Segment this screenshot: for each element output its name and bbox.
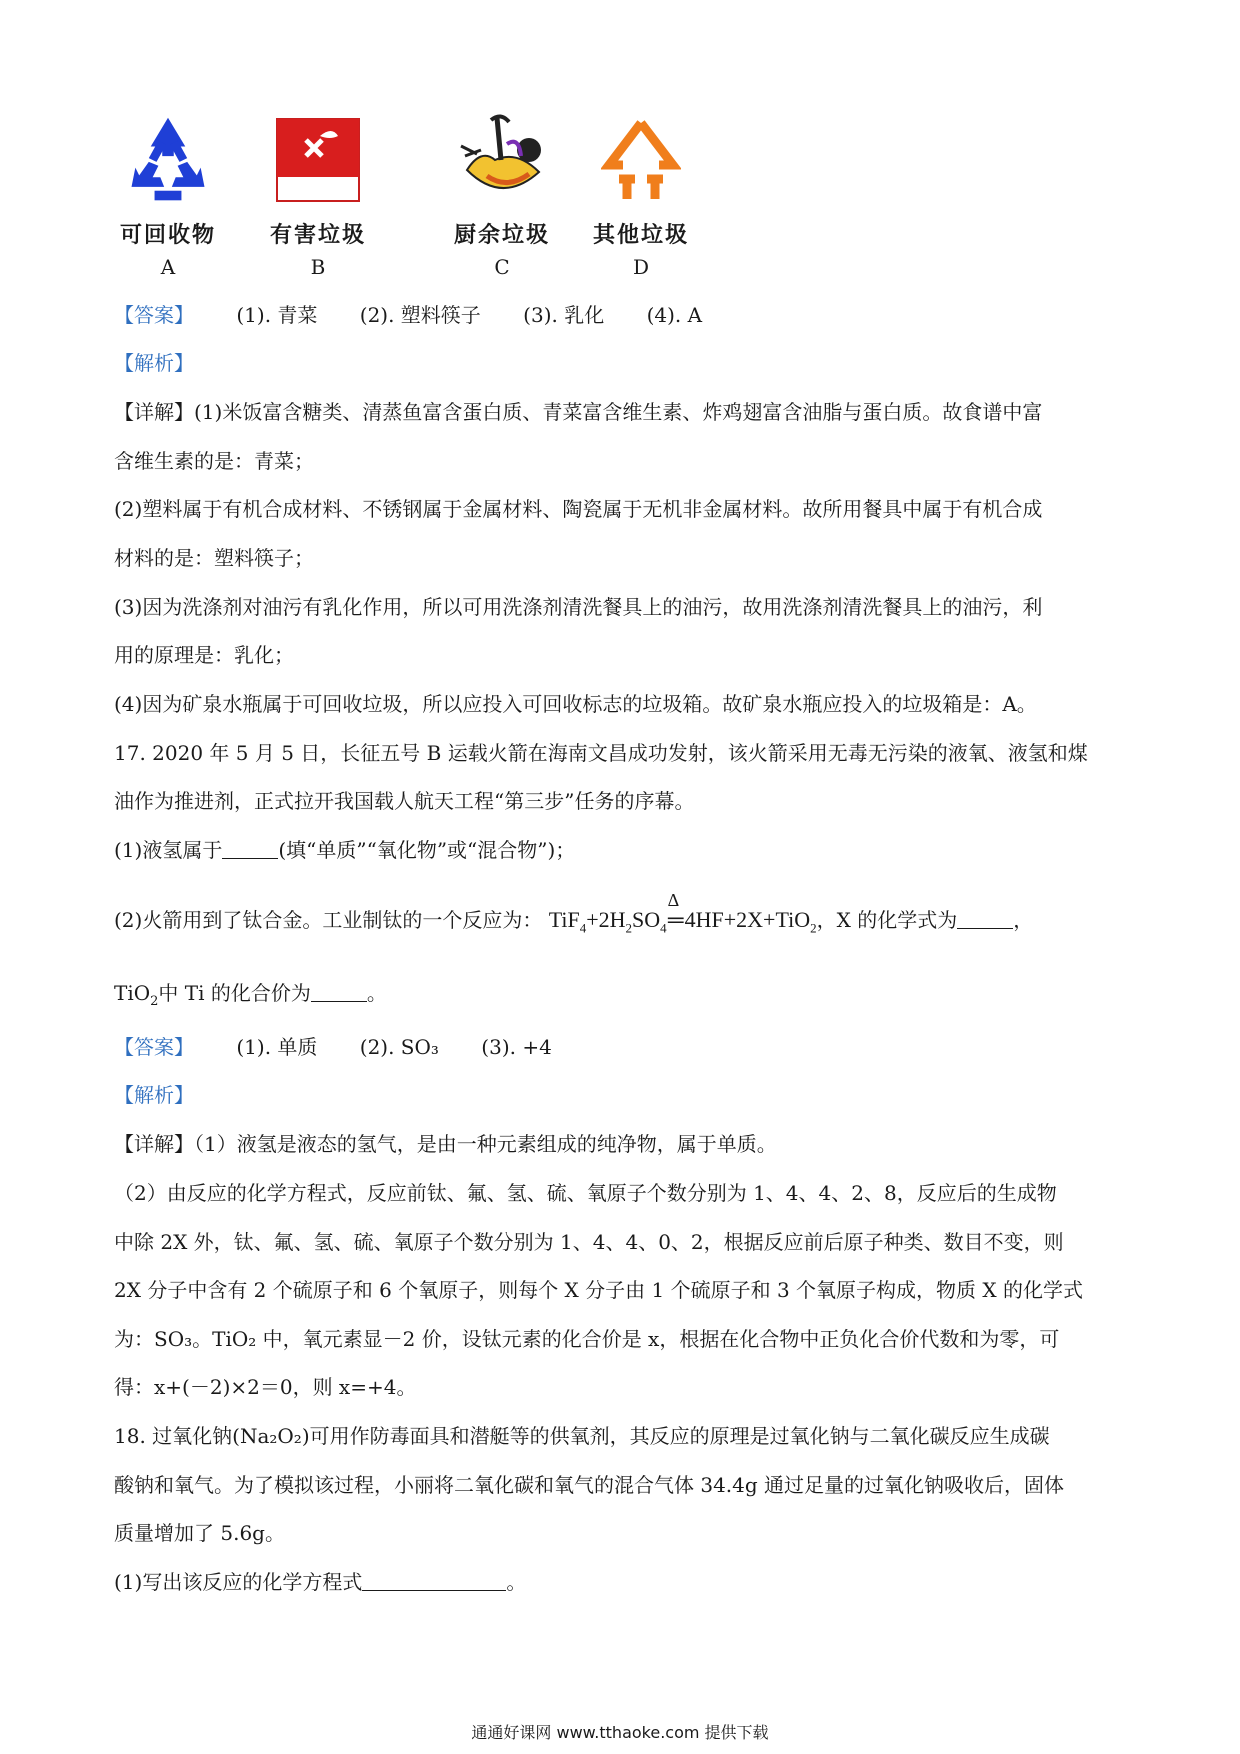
bin-letter: D	[632, 255, 650, 279]
answer-item: (2). 塑料筷子	[359, 303, 481, 327]
answer-item: (3). 乳化	[523, 303, 605, 327]
bin-recyclable	[103, 110, 233, 279]
answer-item: (3). +4	[481, 1035, 552, 1059]
detail-tag: 【详解】	[114, 400, 194, 424]
answer-blank	[222, 840, 278, 859]
detail-text: (1)米饭富含糖类、清蒸鱼富含蛋白质、青菜富含维生素、炸鸡翅富含油脂与蛋白质。故食谱中富	[194, 400, 1043, 424]
q17-detail-line: 中除 2X 外，钛、氟、氢、硫、氧原子个数分别为 1、4、4、0、2，根据反应前后原子种类、数目不变，则	[114, 1230, 1064, 1254]
bin-letter: B	[310, 255, 326, 279]
bin-letter: C	[494, 255, 510, 279]
q17-part2: (2)火箭用到了钛合金。工业制钛的一个反应为： $TiF_4+2H_2SO_4$ Δ ═4HF+2X+TiO$_2$，X 的化学式为 ，	[114, 890, 1034, 936]
answer-blank	[362, 1572, 506, 1591]
bin-letter: A	[160, 255, 176, 279]
q18-stem-line: 质量增加了 5.6g。	[114, 1521, 285, 1545]
q18-stem-line: 18. 过氧化钠(Na₂O₂)可用作防毒面具和潜艇等的供氧剂，其反应的原理是过氧化钠与二氧化碳反应生成碳	[114, 1424, 1050, 1448]
answer-tag: 【答案】	[114, 1035, 194, 1059]
q16-analysis-tag: 【解析】	[114, 351, 194, 375]
q16-answer-row	[114, 300, 702, 330]
q17-detail-line: （2）由反应的化学方程式，反应前钛、氟、氢、硫、氧原子个数分别为 1、4、4、2、8，反应后的生成物	[114, 1181, 1057, 1205]
detail-text: （1）液氢是液态的氢气，是由一种元素组成的纯净物，属于单质。	[194, 1132, 777, 1156]
bin-kitchen	[437, 110, 567, 279]
q17-part3: TiO$_2$中 Ti 的化合价为 。	[114, 981, 387, 1009]
bin-label: 其他垃圾	[592, 223, 689, 248]
q17-detail-line	[114, 1129, 777, 1159]
answer-blank	[957, 910, 1013, 929]
q16-detail-line: (3)因为洗涤剂对油污有乳化作用，所以可用洗涤剂清洗餐具上的油污，故用洗涤剂清洗餐具上的油污，利	[114, 595, 1043, 619]
page-footer: 通通好课网 www.tthaoke.com 提供下载	[471, 1723, 769, 1742]
answer-item: (1). 青菜	[236, 303, 318, 327]
answer-item: (4). A	[646, 303, 703, 327]
hazardous-icon	[253, 110, 383, 210]
answer-item: (1). 单质	[236, 1035, 318, 1059]
q18-stem-line: 酸钠和氧气。为了模拟该过程，小丽将二氧化碳和氧气的混合气体 34.4g 通过足量的过氧化钠吸收后，固体	[114, 1473, 1065, 1497]
q16-detail-line: 用的原理是：乳化；	[114, 643, 294, 667]
q17-detail-line: 为：SO₃。TiO₂ 中，氧元素显－2 价，设钛元素的化合价是 x，根据在化合物中正负化合价代数和为零，可	[114, 1327, 1060, 1351]
q17-analysis-tag: 【解析】	[114, 1083, 194, 1107]
bin-label: 可回收物	[119, 223, 216, 248]
bin-other	[576, 110, 706, 279]
bin-label: 厨余垃圾	[453, 223, 550, 248]
answer-blank	[311, 983, 367, 1002]
q16-detail-line: 材料的是：塑料筷子；	[114, 546, 314, 570]
recycle-icon	[103, 110, 233, 210]
q17-answer-row	[114, 1032, 552, 1062]
bin-label: 有害垃圾	[269, 223, 366, 248]
q17-stem-line: 油作为推进剂，正式拉开我国载人航天工程“第三步”任务的序幕。	[114, 789, 695, 813]
bin-hazardous	[253, 110, 383, 279]
heat-arrow: Δ ═	[667, 890, 684, 932]
answer-item: (2). SO₃	[359, 1035, 439, 1059]
kitchen-waste-icon	[437, 110, 567, 210]
q16-detail-line: 含维生素的是：青菜；	[114, 449, 314, 473]
other-waste-icon	[576, 110, 706, 210]
q16-detail-line	[114, 397, 1042, 427]
q16-detail-line: (2)塑料属于有机合成材料、不锈钢属于金属材料、陶瓷属于无机非金属材料。故所用餐具中属于有机合成	[114, 497, 1043, 521]
answer-tag: 【答案】	[114, 303, 194, 327]
q17-stem-line: 17. 2020 年 5 月 5 日，长征五号 B 运载火箭在海南文昌成功发射，该火箭采用无毒无污染的液氧、液氢和煤	[114, 741, 1088, 765]
q16-detail-line: (4)因为矿泉水瓶属于可回收垃圾，所以应投入可回收标志的垃圾箱。故矿泉水瓶应投入的垃圾箱是：A。	[114, 692, 1037, 716]
q17-detail-line: 得：x+(－2)×2＝0，则 x=+4。	[114, 1375, 417, 1399]
q17-part1: (1)液氢属于 (填“单质”“氧化物”或“混合物”)；	[114, 838, 576, 862]
chemical-equation: $TiF_4+2H_2SO_4$ Δ ═4HF+2X+TiO$_2$	[548, 890, 817, 936]
q18-part1: (1)写出该反应的化学方程式 。	[114, 1570, 527, 1594]
detail-tag: 【详解】	[114, 1132, 194, 1156]
q17-detail-line: 2X 分子中含有 2 个硫原子和 6 个氧原子，则每个 X 分子由 1 个硫原子和 3 个氧原子构成，物质 X 的化学式	[114, 1278, 1083, 1302]
